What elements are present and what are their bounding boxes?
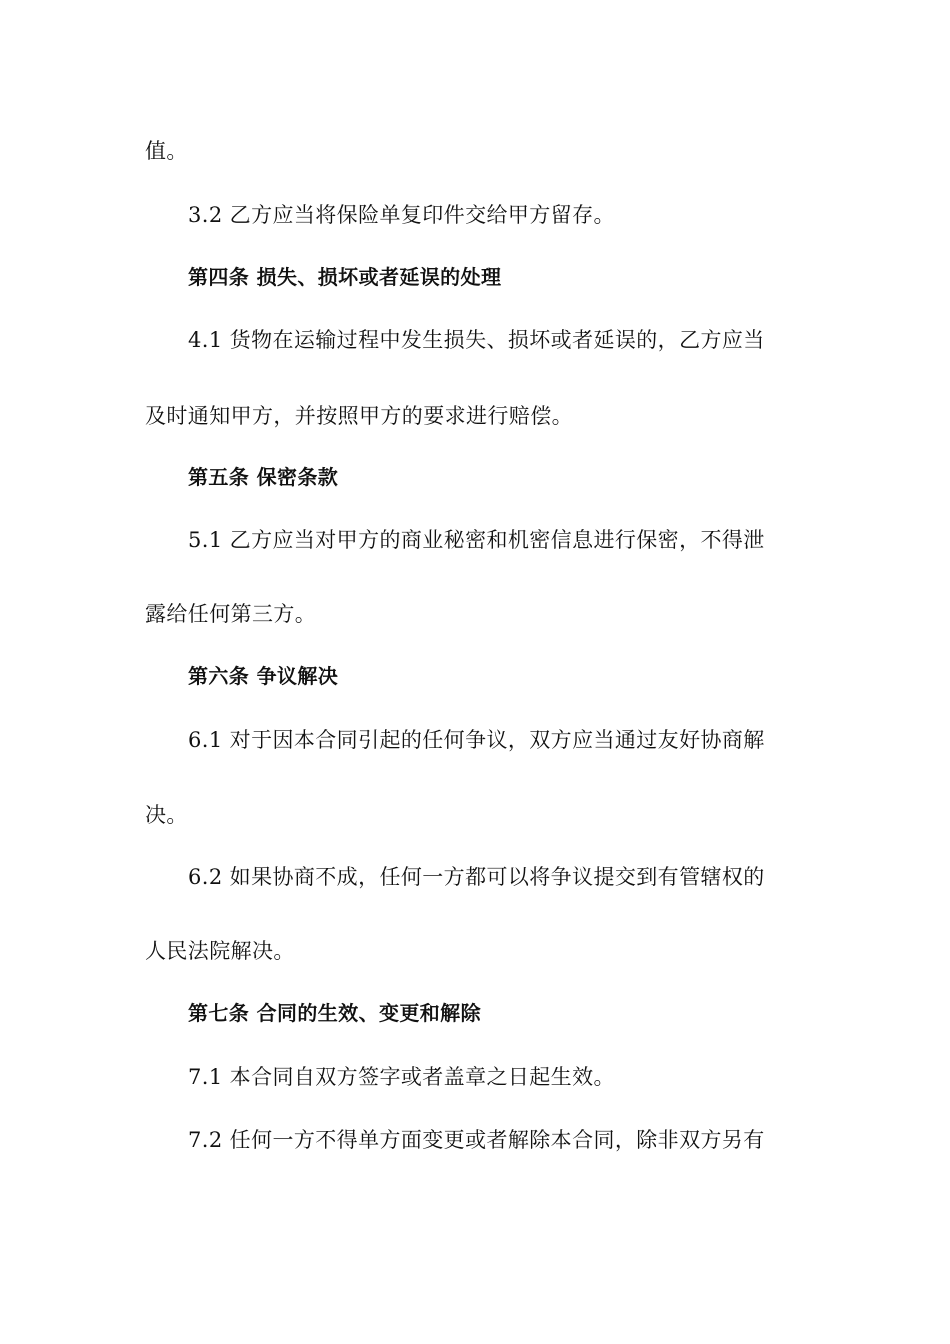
article-6-heading: 第六条 争议解决 (188, 664, 339, 688)
clause-6-2: 6.2 如果协商不成，任何一方都可以将争议提交到有管辖权的 (188, 865, 765, 889)
clause-4-1: 4.1 货物在运输过程中发生损失、损坏或者延误的，乙方应当 (188, 328, 765, 352)
clause-7-2: 7.2 任何一方不得单方面变更或者解除本合同，除非双方另有 (188, 1128, 765, 1152)
paragraph-line: 值。 (145, 139, 188, 163)
article-7-heading: 第七条 合同的生效、变更和解除 (188, 1001, 481, 1025)
paragraph-line: 决。 (145, 803, 188, 827)
clause-7-1: 7.1 本合同自双方签字或者盖章之日起生效。 (188, 1065, 615, 1089)
article-5-heading: 第五条 保密条款 (188, 465, 339, 489)
clause-6-1: 6.1 对于因本合同引起的任何争议，双方应当通过友好协商解 (188, 728, 765, 752)
clause-5-1: 5.1 乙方应当对甲方的商业秘密和机密信息进行保密，不得泄 (188, 528, 765, 552)
article-4-heading: 第四条 损失、损坏或者延误的处理 (188, 265, 502, 289)
paragraph-line: 露给任何第三方。 (145, 602, 317, 626)
paragraph-line: 及时通知甲方，并按照甲方的要求进行赔偿。 (145, 404, 573, 428)
paragraph-line: 人民法院解决。 (145, 939, 295, 963)
clause-3-2: 3.2 乙方应当将保险单复印件交给甲方留存。 (188, 203, 615, 227)
